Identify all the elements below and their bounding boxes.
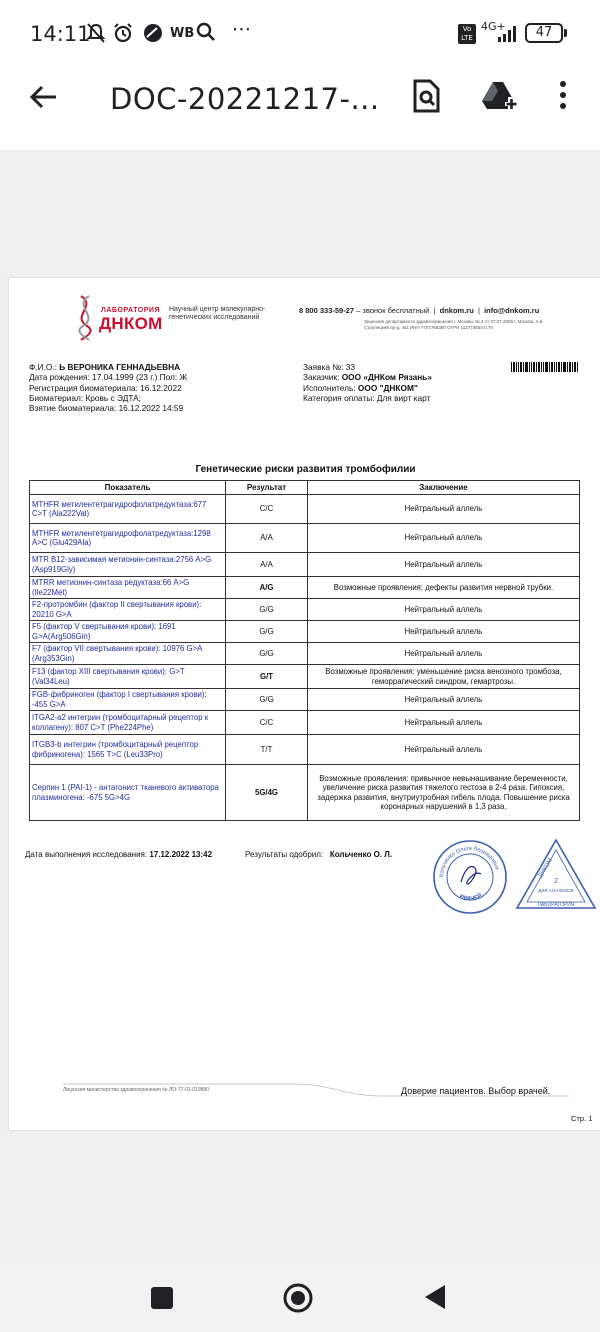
add-to-drive-icon[interactable] <box>482 78 516 114</box>
table-row <box>30 735 580 765</box>
conclusion-cell: Нейтральный аллель <box>308 495 580 524</box>
result-cell: A/A <box>226 553 308 577</box>
status-time: 14:11 <box>30 22 91 46</box>
approved-label: Результаты одобрил: <box>245 850 324 859</box>
order-label: Заявка №: <box>303 362 344 372</box>
indicator-cell: MTHFR метилентетрагидрофолатредуктаза:1298 A>C (Glu429Ala) <box>30 524 226 553</box>
conclusion-cell: Нейтральный аллель <box>308 553 580 577</box>
more-notifications-icon: ⋯ <box>232 18 253 40</box>
svg-text:ВРАЧЕЙ <box>458 892 483 903</box>
tagline: Доверие пациентов. Выбор врачей. <box>401 1086 551 1096</box>
signature <box>461 867 481 885</box>
lab-email: info@dnkom.ru <box>484 306 540 315</box>
conclusion-cell: Нейтральный аллель <box>308 689 580 711</box>
search-icon <box>196 22 216 44</box>
conclusion-cell: Возможные проявления: уменьшение риска венозного тромбоза, геморрагический синдром, гемартрозы. <box>308 665 580 689</box>
system-nav-bar <box>0 1264 600 1332</box>
results-table <box>29 480 580 821</box>
indicator-cell: MTHFR метилентетрагидрофолатредуктаза:677 C>T (Ala222Val) <box>30 495 226 524</box>
wb-icon: WB <box>170 26 195 41</box>
result-cell: T/T <box>226 735 308 765</box>
fio-label: Ф.И.О.: <box>29 362 57 372</box>
client-value: ООО «ДНКом Рязань» <box>341 372 432 383</box>
indicator-cell: ITGB3-b интегрин (тромбоцитарный рецептор фибриногена): 1565 T>C (Leu33Pro) <box>30 735 226 765</box>
conclusion-cell: Нейтральный аллель <box>308 643 580 665</box>
executor-value: ООО "ДНКОМ" <box>357 382 418 393</box>
completed-label: Дата выполнения исследования: <box>25 850 148 859</box>
battery-icon: 47 <box>525 23 563 43</box>
footer-license: Лицензия министерства здравоохранения № ЛО-77-01-019880 <box>63 1087 209 1093</box>
executor-label: Исполнитель: <box>303 382 356 393</box>
conclusion-cell: Возможные проявления: привычное невынашивание беременности, увеличение риска развития тяжелого гестоза в 2-4 раза. Гипоксия, задержка развития, внутриутробная гибель плода. Повышение риска коронарных нарушений в 1,3 раза. <box>308 765 580 821</box>
stamp2-text: ДНКОМ <box>537 857 555 880</box>
stamp1-text: Кольченко Ольга Леонидовна <box>438 845 500 878</box>
indicator-cell: F7 (фактор VII свертывания крови): 10976 G>A (Arg353Gin) <box>30 643 226 665</box>
fio-value: Ь ВЕРОНИКА ГЕННАДЬЕВНА <box>59 362 181 372</box>
table-row <box>30 524 580 553</box>
lab-brand: ДНКОМ <box>99 314 163 333</box>
recent-apps-icon[interactable] <box>150 1286 174 1315</box>
find-in-document-icon[interactable] <box>410 78 444 114</box>
order-value: 33 <box>345 362 356 372</box>
page-number: Стр. 1 <box>571 1114 593 1123</box>
sampling-date: Взятие биоматериала: 16.12.2022 14:59 <box>29 403 184 414</box>
result-cell: G/G <box>226 621 308 643</box>
conclusion-cell: Нейтральный аллель <box>308 621 580 643</box>
alarm-icon <box>112 22 134 44</box>
birth-date: Дата рождения: 17.04.1999 (23 г.) Пол: Ж <box>29 372 188 383</box>
table-row <box>30 577 580 599</box>
approved-line <box>245 850 392 859</box>
column-header-result: Результат <box>226 481 308 495</box>
volte-icon: Vo LTE <box>458 24 476 44</box>
table-row <box>30 553 580 577</box>
indicator-cell: F5 (фактор V свертывания крови): 1691 G>A(Arg506Gin) <box>30 621 226 643</box>
center-name: Научный центр молекулярно-генетических исследований <box>169 306 266 321</box>
home-icon[interactable] <box>282 1282 314 1319</box>
completed-value: 17.12.2022 13:42 <box>149 850 213 859</box>
document-title: DOC-20221217-... <box>110 82 380 116</box>
result-cell: G/G <box>226 599 308 621</box>
lab-website: dnkom.ru <box>439 306 474 315</box>
conclusion-cell: Нейтральный аллель <box>308 711 580 735</box>
table-row <box>30 765 580 821</box>
table-row <box>30 621 580 643</box>
table-row <box>30 665 580 689</box>
stamp2-num: 2 <box>554 878 558 885</box>
table-row <box>30 495 580 524</box>
lab-phone: 8 800 333-59-27 <box>299 306 355 315</box>
svg-text:Кольченко Ольга Леонидовна <box>439 846 500 877</box>
registration-date: Регистрация биоматериала: 16.12.2022 <box>29 382 182 393</box>
indicator-cell: MTR B12-зависимая метионин-синтаза:2756 A>G (Asp919Gly) <box>30 553 226 577</box>
back-nav-icon[interactable] <box>424 1284 446 1315</box>
back-arrow-icon[interactable] <box>28 82 58 112</box>
lab-logo <box>71 292 171 342</box>
result-cell: G/G <box>226 689 308 711</box>
document-page <box>9 278 600 1130</box>
patient-info <box>29 362 187 413</box>
table-header-row <box>30 481 580 495</box>
table-title: Генетические риски развития тромбофилии <box>195 464 416 475</box>
license-header: Лицензия департамента здравоохранения г. Москвы № 2 от 27.07.2006 г. Москва, 4-й Стрелецкий пр-д, 4к2 ИНН 7707768390 ОГРН 1127746047175 <box>364 319 543 330</box>
signal-icon <box>498 26 518 42</box>
client-label: Заказчик: <box>303 372 340 383</box>
result-cell: C/C <box>226 495 308 524</box>
indicator-cell: Серпин 1 (PAI-1) - антагонист тканевого активатора плазминогена: -675 5G>4G <box>30 765 226 821</box>
network-type: 4G+ <box>481 20 506 33</box>
stamp2-lab: ЛАБОРАТОРИЯ <box>537 902 575 908</box>
result-cell: A/A <box>226 524 308 553</box>
stamp2-sub: ДЛЯ АНАЛИЗОВ <box>538 888 574 893</box>
result-cell: G/T <box>226 665 308 689</box>
conclusion-cell: Нейтральный аллель <box>308 524 580 553</box>
lab-label: ЛАБОРАТОРИЯ <box>101 307 160 314</box>
doctor-stamp <box>431 838 509 916</box>
lab-contacts: 8 800 333-59-27 – звонок бесплатный | dnkom.ru | info@dnkom.ru <box>299 306 540 315</box>
indicator-cell: F13 (фактор XIII свертывания крови): G>T (Val34Leu) <box>30 665 226 689</box>
payment-category: Категория оплаты: Для вирт карт <box>303 392 431 403</box>
column-header-conclusion: Заключение <box>308 481 580 495</box>
barcode <box>511 362 579 372</box>
table-row <box>30 599 580 621</box>
indicator-cell: ITGA2-a2 интегрин (тромбоцитарный рецептор к коллагену): 807 C>T (Phe224Phe) <box>30 711 226 735</box>
app-notification-icon <box>142 22 164 44</box>
indicator-cell: FGB-фибриноген (фактор I свертывания крови): -455 G>A <box>30 689 226 711</box>
result-cell: C/C <box>226 711 308 735</box>
app-bar <box>0 66 600 150</box>
more-options-icon[interactable] <box>556 78 570 114</box>
table-row <box>30 689 580 711</box>
completed-line <box>25 850 212 859</box>
biomaterial: Биоматериал: Кровь с ЭДТА; <box>29 392 141 403</box>
table-row <box>30 643 580 665</box>
result-cell: A/G <box>226 577 308 599</box>
approved-value: Кольченко О. Л. <box>329 850 393 859</box>
column-header-indicator: Показатель <box>30 481 226 495</box>
indicator-cell: MTRR метионин-синтаза редуктаза:66 A>G (Ile22Met) <box>30 577 226 599</box>
stamp1-role: ВРАЧЕЙ <box>458 893 484 903</box>
table-row <box>30 711 580 735</box>
result-cell: 5G/4G <box>226 765 308 821</box>
conclusion-cell: Нейтральный аллель <box>308 735 580 765</box>
status-bar <box>0 0 600 66</box>
indicator-cell: F2-протромбин (фактор II свертывания крови): 20210 G>A <box>30 599 226 621</box>
result-cell: G/G <box>226 643 308 665</box>
dnd-icon <box>86 22 106 44</box>
order-info <box>303 362 432 403</box>
lab-stamp <box>515 838 597 910</box>
phone-note: – звонок бесплатный <box>354 306 430 315</box>
conclusion-cell: Нейтральный аллель <box>308 599 580 621</box>
conclusion-cell: Возможные проявления: дефекты развития нервной трубки. <box>308 577 580 599</box>
